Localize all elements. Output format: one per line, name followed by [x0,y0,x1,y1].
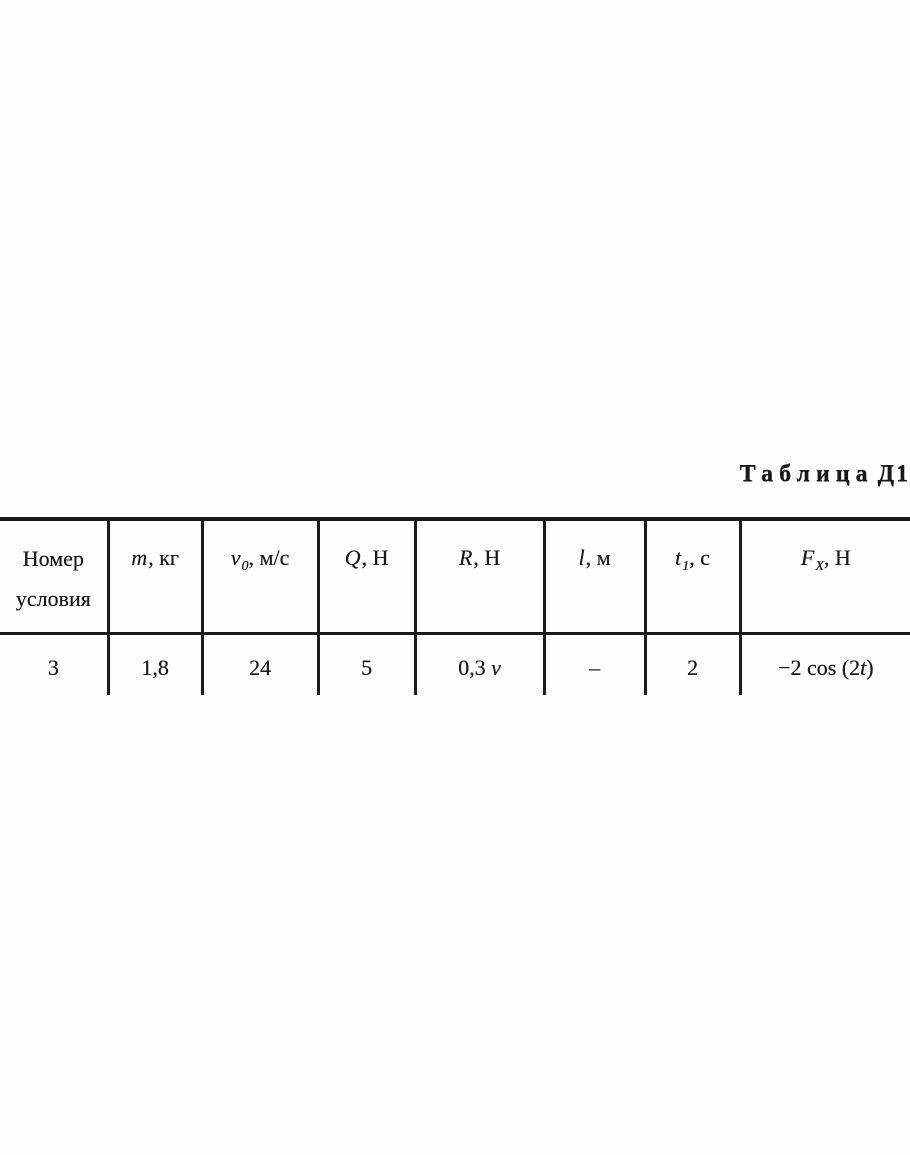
header-cell-fx-force [740,519,910,633]
header-unit: , м/с [248,545,290,570]
header-sub: 1 [682,559,690,574]
header-cell-initial-velocity [202,519,318,633]
cell-text: ) [866,654,874,680]
caption-word: Таблица [739,461,874,487]
header-unit: , Н [361,545,389,570]
header-var: m [131,545,148,570]
header-cell-r-force [415,519,544,633]
header-unit: , кг [148,545,179,570]
header-sub: 0 [241,559,249,574]
header-var: Q [344,545,361,570]
cell-mass [108,633,202,695]
header-var: l [578,545,585,570]
header-condition-line1: Номер [22,546,84,571]
header-var: v [230,545,241,570]
header-unit: , Н [823,545,851,570]
header-cell-mass [108,519,202,633]
cell-r-force [415,633,544,695]
header-sub: X [815,559,824,574]
header-row [0,519,910,633]
header-cell-length [544,519,645,633]
cell-fx-force [740,633,910,695]
header-cell-condition-number [0,519,108,633]
header-unit: , Н [473,545,501,570]
cell-condition-number [0,633,108,695]
header-var: t [675,545,682,570]
cell-text: – [589,654,600,680]
cell-time [645,633,740,695]
cell-text: 5 [361,654,372,680]
header-var: R [458,545,473,570]
header-var: F [800,545,815,570]
header-cell-time [645,519,740,633]
cell-text: −2 cos (2 [777,654,861,680]
cell-text: 1,8 [141,654,169,680]
cell-text: 0,3 [458,654,492,680]
cell-length [544,633,645,695]
cell-text: 2 [687,654,698,680]
header-unit: , с [689,545,710,570]
header-unit: , м [585,545,611,570]
cell-text: 3 [47,654,59,680]
data-table [0,517,910,695]
data-row [0,633,910,695]
header-condition-line2: условия [15,586,91,611]
caption-number: Д1 [877,461,910,487]
cell-text: 24 [249,654,271,680]
cell-var: t [860,654,867,680]
table-caption [740,461,910,488]
cell-q-force [318,633,415,695]
header-cell-q-force [318,519,415,633]
cell-initial-velocity [202,633,318,695]
cell-var: v [491,654,501,680]
